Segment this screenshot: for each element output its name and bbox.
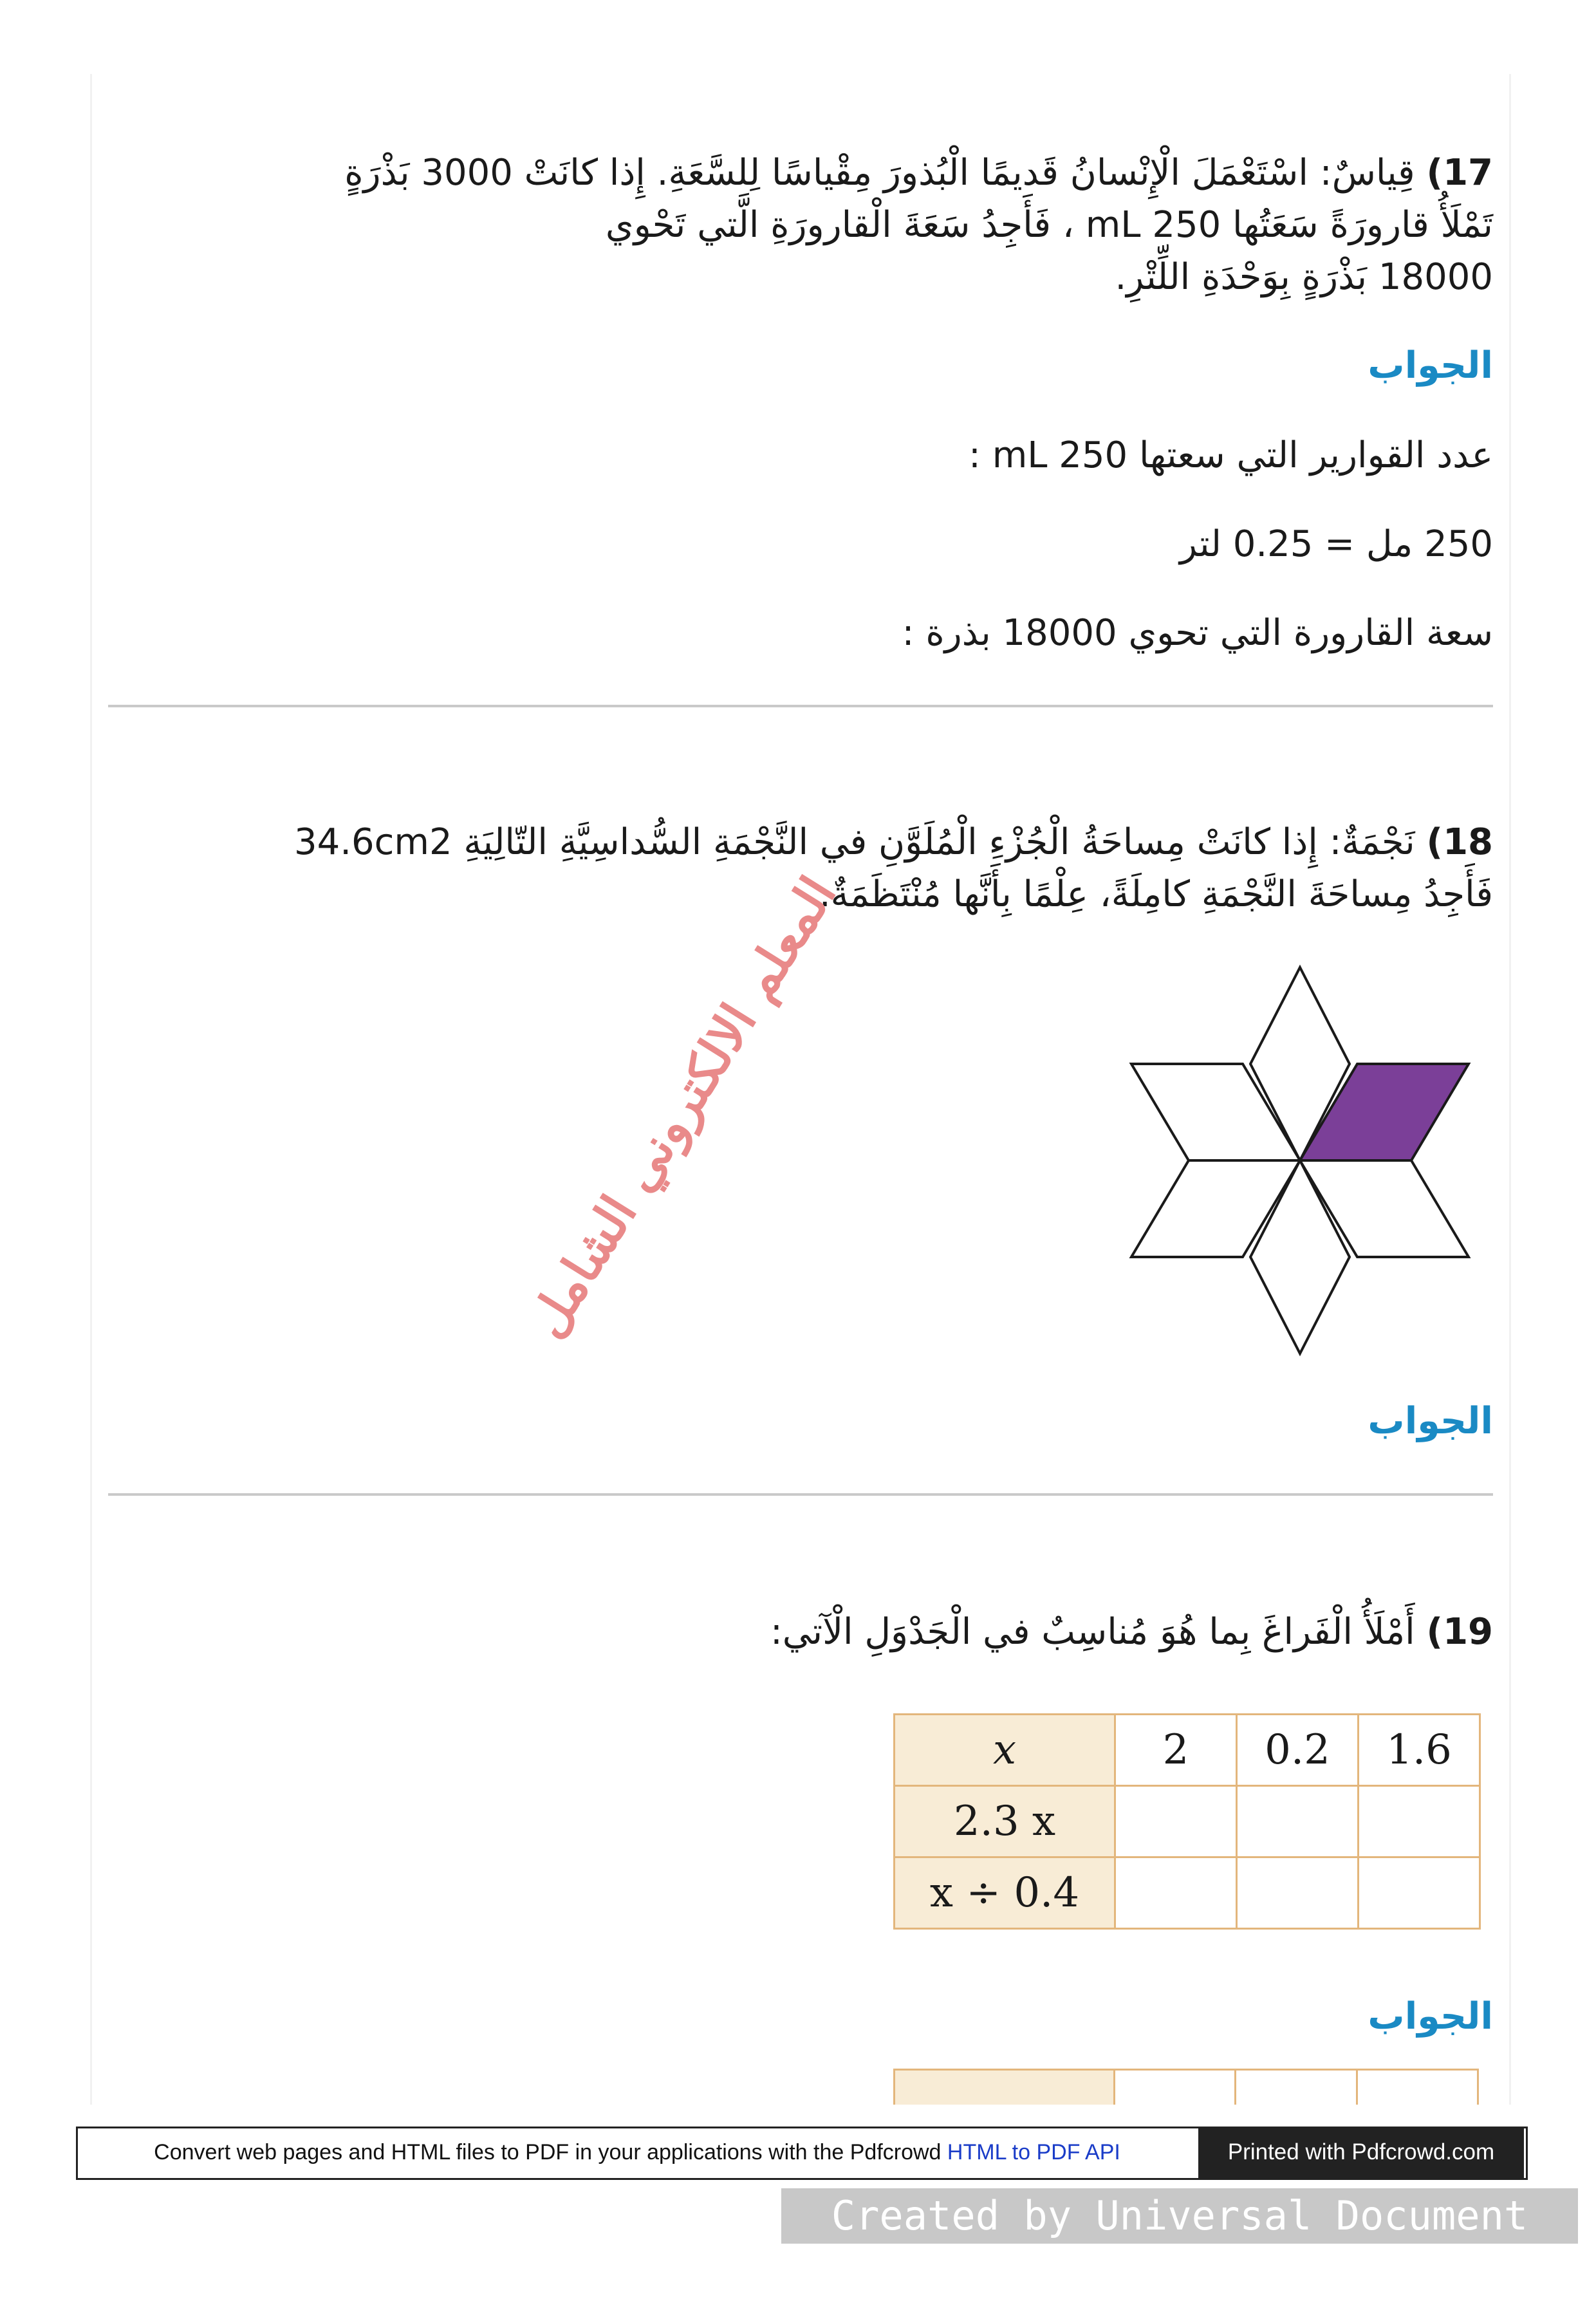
- table-cell-empty: [1237, 1857, 1359, 1929]
- q18-number: 18): [1426, 821, 1493, 863]
- printed-with-badge[interactable]: Printed with Pdfcrowd.com: [1198, 2127, 1524, 2178]
- table-row: [895, 1857, 1480, 1929]
- row-header-x: x: [895, 1715, 1115, 1786]
- q18-text: [294, 816, 1493, 920]
- table-row: [895, 1715, 1480, 1786]
- divider: [108, 1493, 1493, 1496]
- q17-number: 17): [1426, 152, 1493, 194]
- row-header-2.3x: 2.3 x: [895, 1786, 1115, 1857]
- q19-text: [770, 1606, 1493, 1658]
- table-cell-empty: [1115, 1786, 1237, 1857]
- column-header: 1.6: [1359, 1715, 1480, 1786]
- table-cell-empty: [1359, 1857, 1480, 1929]
- q17-answer-label: الجواب: [1368, 344, 1493, 387]
- clipped-table-preview: [893, 2069, 1479, 2105]
- column-header: 0.2: [1237, 1715, 1359, 1786]
- q17-text: [344, 147, 1493, 303]
- table-cell-empty: [1115, 1857, 1237, 1929]
- q17-answer-line-2: 250 مل = 0.25 لتر: [1180, 523, 1493, 565]
- q18-line-1: 18) نَجْمَةٌ: إِذا كانَتْ مِساحَةُ الْجُزْءِ الْمُلَوَّنِ في النَّجْمَةِ السُّداسِيَّةِ التّالِيَةِ 34.6cm2: [293, 821, 1493, 863]
- q18-answer-label: الجواب: [1368, 1400, 1493, 1442]
- column-header: 2: [1115, 1715, 1237, 1786]
- values-table: [893, 1713, 1481, 1930]
- q19-number: 19): [1426, 1611, 1493, 1653]
- watermark: المعلم الالكتروني الشامل: [517, 866, 848, 1348]
- q17-line-2: تَمْلَأُ قارورَةً سَعَتُها 250 mL ، فَأَجِدُ سَعَةَ الْقارورَةِ الَّتي تَحْوي: [605, 204, 1493, 246]
- footer-text: Convert web pages and HTML files to PDF in your applications with the Pdfcrowd HTML to PDF API: [154, 2140, 1120, 2164]
- q19-line-1: 19) أَمْلَأُ الْفَراغَ بِما هُوَ مُناسِبٌ في الْجَدْوَلِ الْآتي:: [770, 1611, 1493, 1653]
- divider: [108, 705, 1493, 707]
- q17-line-1: 17) قِياسٌ: اسْتَعْمَلَ الْإِنْسانُ قَديمًا الْبُذورَ مِقْياسًا لِلسَّعَةِ. إِذا كانَتْ 3000 بَذْرَةٍ: [344, 152, 1493, 194]
- table-cell-empty: [1237, 1786, 1359, 1857]
- table-cell-empty: [1359, 1786, 1480, 1857]
- q19-answer-label: الجواب: [1368, 1995, 1493, 2038]
- q17-answer-line-1: عدد القوارير التي سعتها 250 mL :: [969, 434, 1493, 476]
- converter-banner: Created by Universal Document Converter: [781, 2188, 1578, 2244]
- hexagram-figure: [1123, 962, 1483, 1361]
- row-header-x-div-0.4: x ÷ 0.4: [895, 1857, 1115, 1929]
- page-edge-left: [90, 74, 92, 2105]
- page-edge-right: [1509, 74, 1511, 2105]
- q17-answer-line-3: سعة القارورة التي تحوي 18000 بذرة :: [902, 612, 1493, 654]
- table-row: [895, 1786, 1480, 1857]
- html-to-pdf-link[interactable]: HTML to PDF API: [947, 2140, 1120, 2164]
- q17-line-3: 18000 بَذْرَةٍ بِوَحْدَةِ اللِّتْرِ.: [1115, 256, 1493, 298]
- q18-line-2: فَأَجِدُ مِساحَةَ النَّجْمَةِ كامِلَةً، عِلْمًا بِأَنَّها مُنْتَظَمَةٌ.: [819, 873, 1493, 915]
